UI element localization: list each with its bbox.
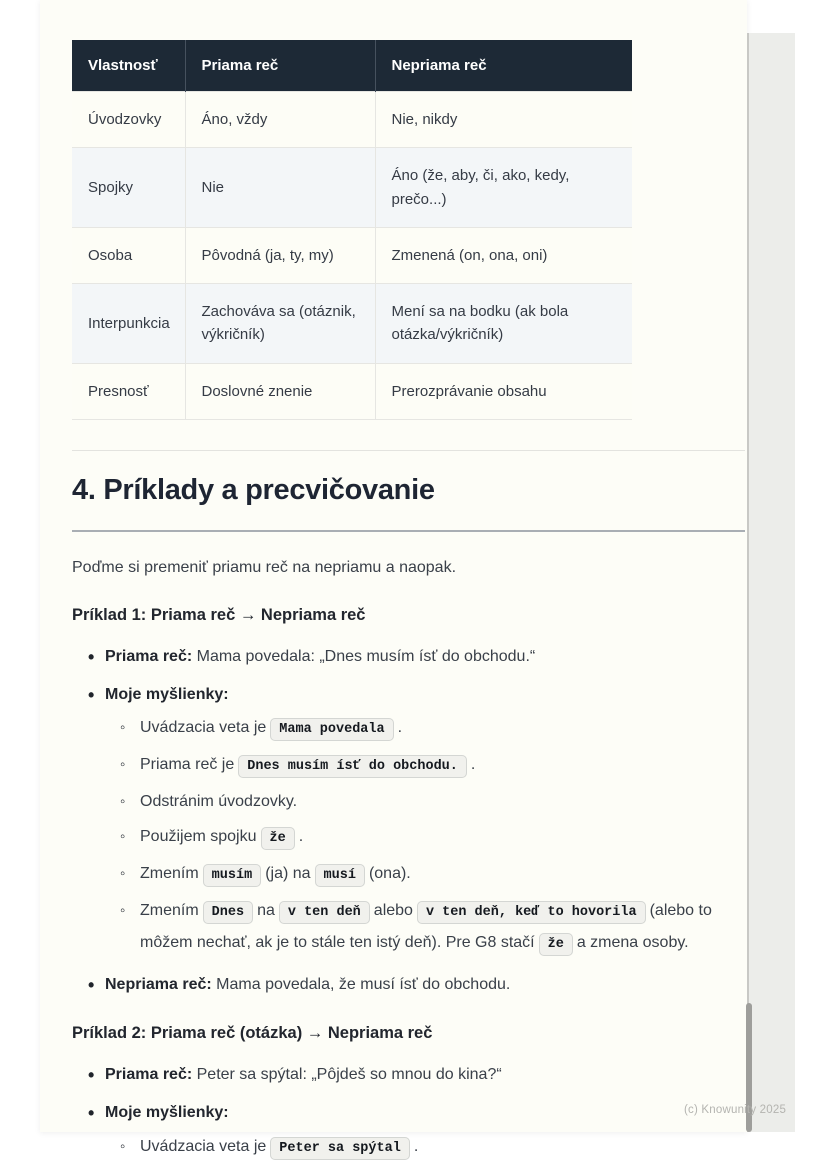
step-text: . [298, 828, 304, 846]
example2-title: Príklad 2: Priama reč (otázka) → Nepriama reč [72, 1024, 433, 1043]
sub-list-item [105, 713, 745, 745]
table-header-row [72, 40, 632, 92]
inline-code: musí [315, 864, 365, 887]
sub-list-item [105, 896, 745, 960]
table-row [72, 284, 632, 364]
table-row [72, 363, 632, 419]
step-text: Zmením [140, 902, 199, 920]
step-text: . [413, 1137, 419, 1155]
table-header-cell: Priama reč [185, 40, 375, 92]
heading-underline [72, 530, 745, 532]
table-row [72, 227, 632, 283]
section-heading: 4. Príklady a precvičovanie [72, 473, 435, 506]
section-divider [72, 450, 745, 451]
item-text: Mama povedala, že musí ísť do obchodu. [211, 976, 511, 994]
step-text: alebo [373, 902, 413, 920]
step-text: (ona). [368, 865, 411, 883]
table-header-cell: Nepriama reč [375, 40, 632, 92]
table-cell: Zachováva sa (otáznik, výkričník) [185, 284, 375, 364]
inline-code: že [539, 933, 573, 956]
table-row [72, 92, 632, 148]
step-text: Zmením [140, 865, 199, 883]
inline-code: Peter sa spýtal [270, 1137, 410, 1160]
inline-code: Dnes musím ísť do obchodu. [238, 755, 467, 778]
item-label: Priama reč: [105, 647, 193, 665]
step-text: Uvádzacia veta je [140, 719, 267, 737]
table-cell: Prerozprávanie obsahu [375, 363, 632, 419]
table-cell: Pôvodná (ja, ty, my) [185, 227, 375, 283]
example1-title: Príklad 1: Priama reč → Nepriama reč [72, 605, 366, 624]
list-item [72, 683, 745, 961]
step-text: a zmena osoby. [576, 934, 689, 952]
item-label: Priama reč: [105, 1066, 193, 1084]
sub-list-item [105, 787, 745, 817]
inline-code: že [261, 827, 295, 850]
table-cell: Interpunkcia [72, 284, 185, 364]
item-label: Moje myšlienky: [105, 685, 229, 703]
step-text: . [397, 719, 403, 737]
step-text: (ja) na [265, 865, 311, 883]
thoughts-sublist [105, 713, 745, 960]
list-item [72, 645, 745, 670]
inline-code: musím [203, 864, 262, 887]
table-cell: Nie, nikdy [375, 92, 632, 148]
inline-code: Dnes [203, 901, 253, 924]
table-cell: Presnosť [72, 363, 185, 419]
table-cell: Úvodzovky [72, 92, 185, 148]
example1-list [72, 645, 745, 998]
step-text: Uvádzacia veta je [140, 1137, 267, 1155]
table-cell: Áno, vždy [185, 92, 375, 148]
inline-code: Mama povedala [270, 718, 393, 741]
step-text: . [470, 756, 476, 774]
item-text: Mama povedala: „Dnes musím ísť do obchodu.“ [192, 647, 536, 665]
page-content [40, 0, 747, 1164]
list-item [72, 1101, 745, 1164]
sub-list-item [105, 822, 745, 854]
table-cell: Zmenená (on, ona, oni) [375, 227, 632, 283]
table-cell: Nie [185, 148, 375, 228]
sub-list-item [105, 750, 745, 782]
list-item [72, 973, 745, 998]
sub-list-item [105, 859, 745, 891]
table-cell: Doslovné znenie [185, 363, 375, 419]
inline-code: v ten deň, keď to hovorila [417, 901, 646, 924]
step-text: Priama reč je [140, 756, 235, 774]
table-cell: Áno (že, aby, či, ako, kedy, prečo...) [375, 148, 632, 228]
item-label: Moje myšlienky: [105, 1104, 229, 1122]
document-page [40, 0, 747, 1156]
table-row [72, 148, 632, 228]
item-text: Peter sa spýtal: „Pôjdeš so mnou do kina?“ [192, 1066, 502, 1084]
inline-code: v ten deň [279, 901, 370, 924]
table-cell: Osoba [72, 227, 185, 283]
step-text: Odstránim úvodzovky. [140, 793, 298, 811]
thoughts-sublist [105, 1132, 745, 1164]
copyright-watermark: (c) Knowunity 2025 [684, 1104, 787, 1116]
item-label: Nepriama reč: [105, 976, 212, 994]
table-cell: Mení sa na bodku (ak bola otázka/výkričník) [375, 284, 632, 364]
example2-list [72, 1063, 745, 1164]
step-text: (alebo to môžem nechať, ak je to stále ten istý deň). Pre G8 stačí [140, 902, 717, 952]
table-cell: Spojky [72, 148, 185, 228]
sub-list-item [105, 1132, 745, 1164]
table-header-cell: Vlastnosť [72, 40, 185, 92]
intro-paragraph: Poďme si premeniť priamu reč na nepriamu a naopak. [72, 558, 457, 576]
list-item [72, 1063, 745, 1088]
step-text: Použijem spojku [140, 828, 257, 846]
comparison-table [72, 40, 632, 420]
page-edge-panel [747, 33, 795, 1132]
step-text: na [257, 902, 275, 920]
